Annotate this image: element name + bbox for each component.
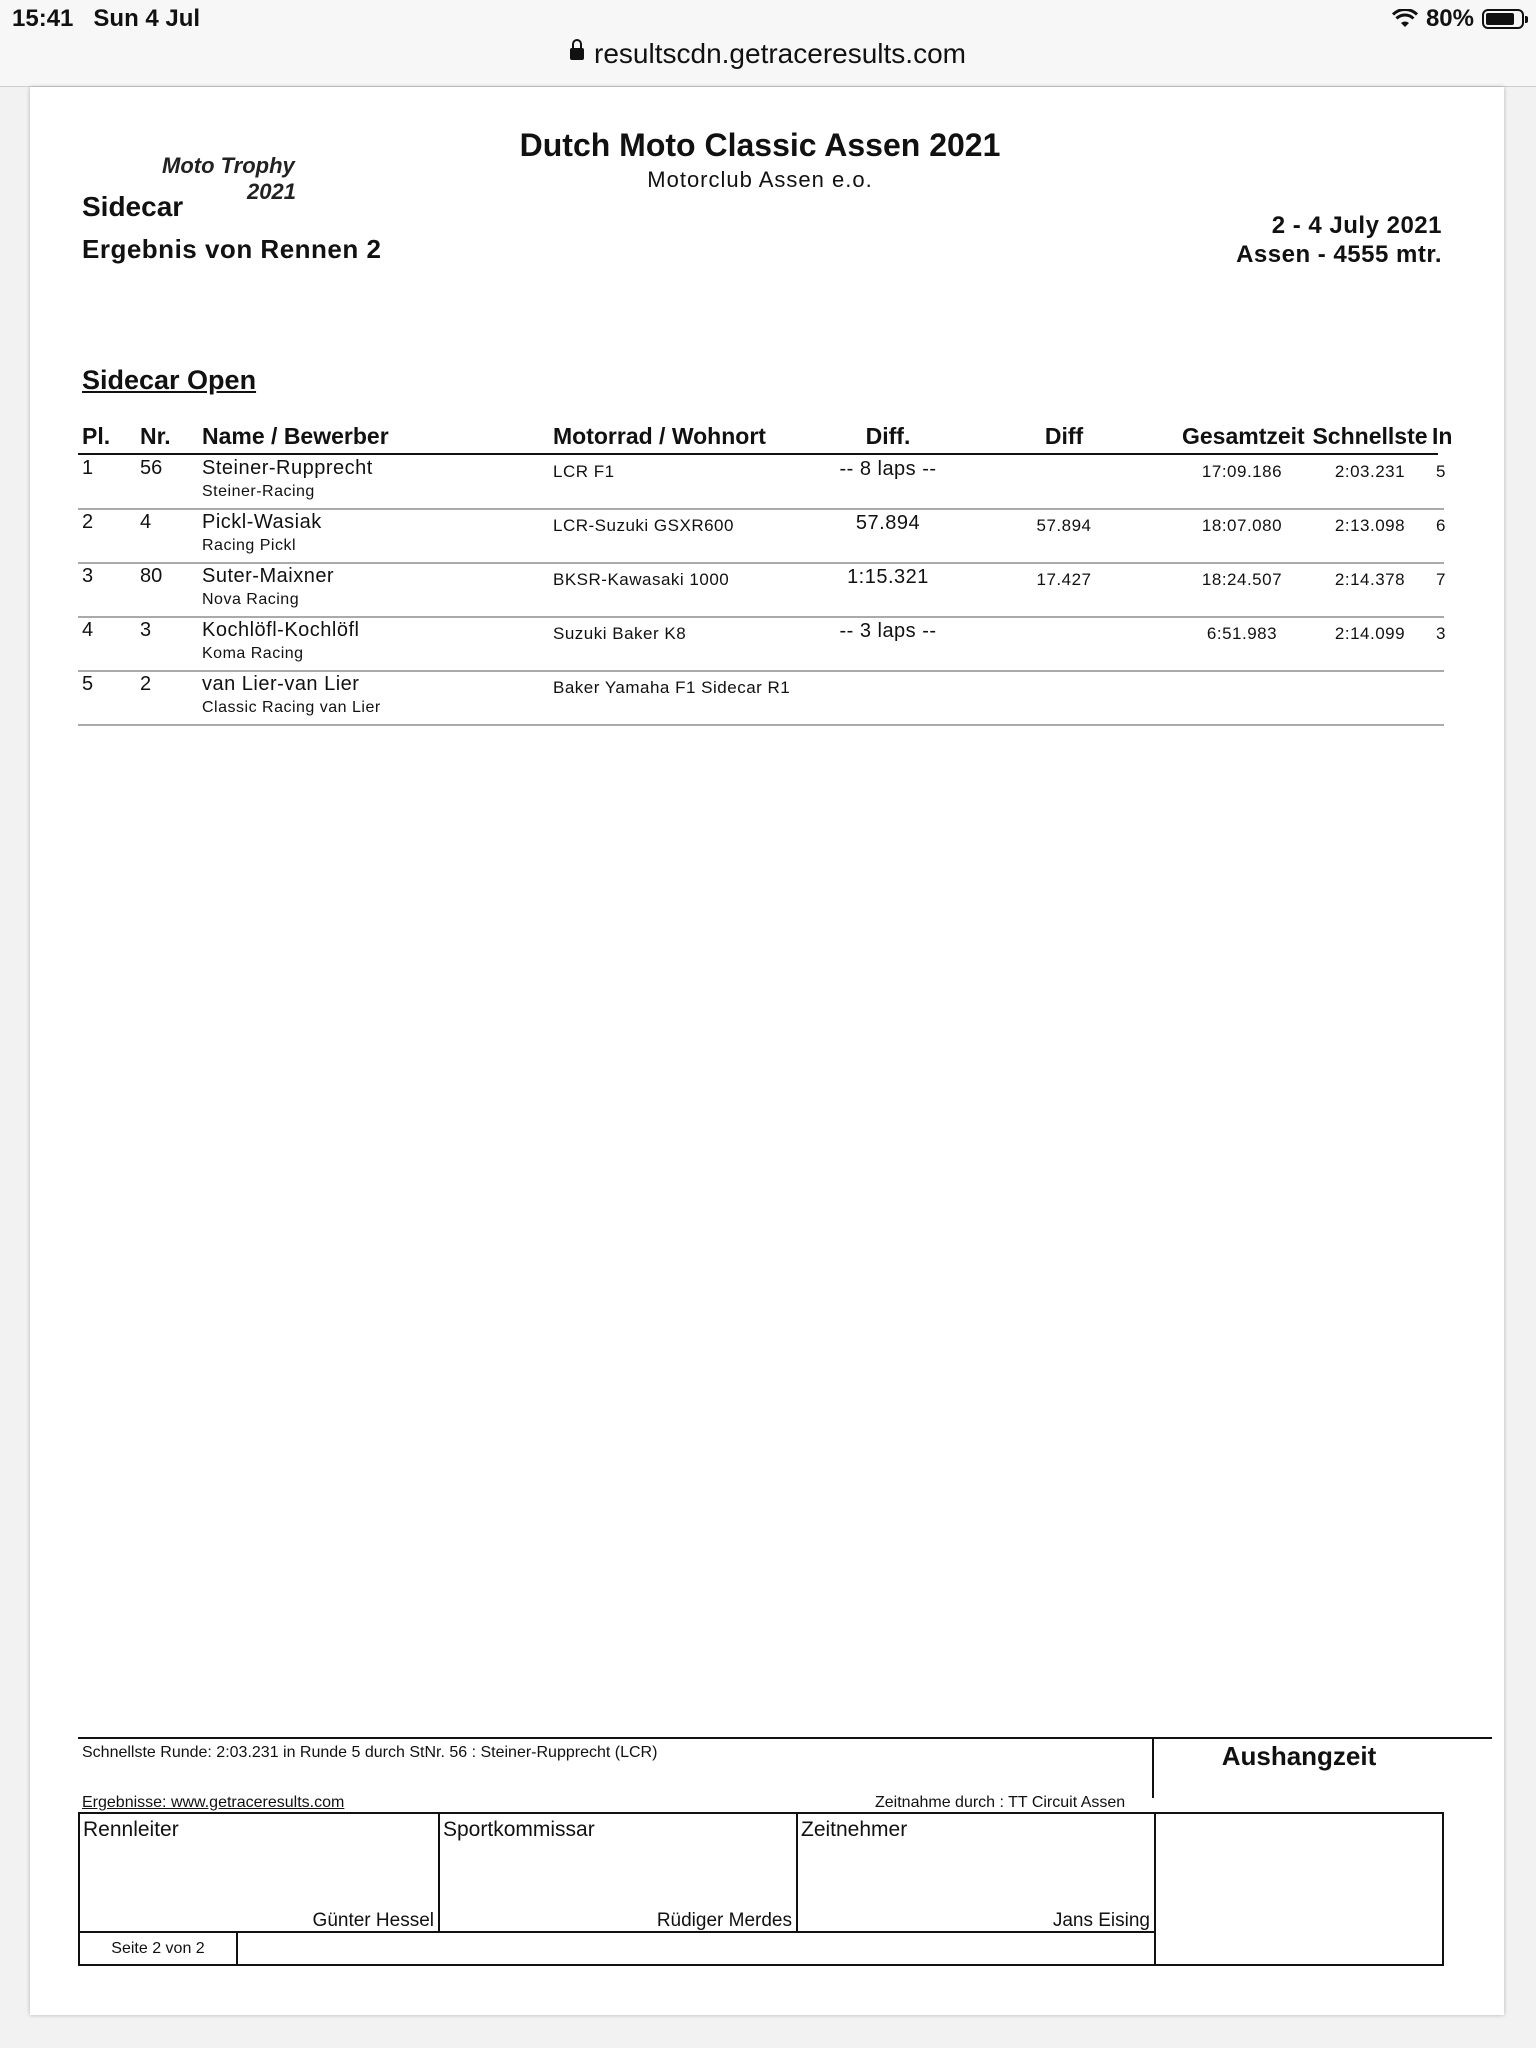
sportkommissar-name: Rüdiger Merdes bbox=[656, 1910, 792, 1931]
event-title: Dutch Moto Classic Assen 2021 bbox=[519, 127, 1001, 163]
header-in: In bbox=[1432, 423, 1453, 449]
header-fastest: Schnellste bbox=[1312, 423, 1428, 449]
rennleiter-name: Günter Hessel bbox=[312, 1910, 434, 1931]
race-name: Ergebnis von Rennen 2 bbox=[82, 234, 382, 264]
event-dates: 2 - 4 July 2021 bbox=[1271, 212, 1442, 239]
organizer: Motorclub Assen e.o. bbox=[647, 167, 873, 192]
battery-icon bbox=[1482, 9, 1524, 29]
header-total: Gesamtzeit bbox=[1182, 423, 1305, 449]
battery-percent: 80% bbox=[1425, 5, 1474, 32]
sportkommissar-cell bbox=[440, 1814, 798, 1932]
header-pl: Pl. bbox=[82, 423, 111, 449]
status-time: 15:41 Sun 4 Jul bbox=[12, 5, 201, 32]
table-row: 5 2 van Lier-van Lier Classic Racing van Lier Baker Yamaha F1 Sidecar R1 bbox=[78, 671, 1444, 726]
page-number: Seite 2 von 2 bbox=[80, 1933, 238, 1966]
rennleiter-label: Rennleiter bbox=[83, 1818, 179, 1841]
header-nr: Nr. bbox=[140, 423, 171, 449]
results-header bbox=[78, 423, 1453, 455]
category-heading: Sidecar Open bbox=[82, 365, 257, 395]
fastest-lap-note: Schnellste Runde: 2:03.231 in Runde 5 durch StNr. 56 : Steiner-Rupprecht (LCR) bbox=[82, 1744, 658, 1761]
ios-top-bar bbox=[0, 0, 1536, 87]
url-text: resultscdn.getraceresults.com bbox=[594, 38, 966, 69]
status-indicators bbox=[1392, 5, 1524, 33]
lock-icon bbox=[570, 48, 584, 60]
zeitnehmer-name: Jans Eising bbox=[1052, 1910, 1150, 1931]
table-row: 1 56 Steiner-Rupprecht Steiner-Racing LCR F1 -- 8 laps -- 17:09.186 2:03.231 5 bbox=[78, 455, 1444, 510]
signature-bottom-line bbox=[80, 1931, 1156, 1933]
header-diff2: Diff bbox=[1044, 423, 1084, 449]
url-bar[interactable] bbox=[0, 38, 1536, 70]
signature-box bbox=[78, 1812, 1444, 1966]
table-row: 3 80 Suter-Maixner Nova Racing BKSR-Kawasaki 1000 1:15.321 17.427 18:24.507 2:14.378 7 bbox=[78, 563, 1444, 618]
header-name: Name / Bewerber bbox=[202, 423, 389, 449]
zeitnehmer-cell bbox=[798, 1814, 1156, 1932]
header-bike: Motorrad / Wohnort bbox=[553, 423, 766, 449]
event-logo: Moto Trophy 2021 bbox=[162, 153, 296, 204]
race-class: Sidecar bbox=[82, 191, 184, 222]
event-dates-venue bbox=[1236, 211, 1442, 269]
footer-divider bbox=[78, 1737, 1492, 1739]
sportkommissar-label: Sportkommissar bbox=[443, 1818, 595, 1841]
signature-right-divider bbox=[1154, 1814, 1156, 1964]
zeitnehmer-label: Zeitnehmer bbox=[801, 1818, 908, 1841]
timing-provider: Zeitnahme durch : TT Circuit Assen bbox=[875, 1794, 1126, 1811]
status-date: Sun 4 Jul bbox=[93, 5, 201, 32]
wifi-icon bbox=[1392, 9, 1418, 29]
table-row: 2 4 Pickl-Wasiak Racing Pickl LCR-Suzuki GSXR600 57.894 57.894 18:07.080 2:13.098 6 bbox=[78, 509, 1444, 564]
results-document bbox=[30, 87, 1504, 2015]
results-site: Ergebnisse: www.getraceresults.com bbox=[82, 1794, 345, 1811]
header-diff1: Diff. bbox=[865, 423, 911, 449]
table-row: 4 3 Kochlöfl-Kochlöfl Koma Racing Suzuki Baker K8 -- 3 laps -- 6:51.983 2:14.099 3 bbox=[78, 617, 1444, 672]
aushangzeit-label: Aushangzeit bbox=[1221, 1741, 1377, 1771]
rennleiter-cell bbox=[80, 1814, 440, 1932]
event-venue: Assen - 4555 mtr. bbox=[1236, 241, 1442, 268]
